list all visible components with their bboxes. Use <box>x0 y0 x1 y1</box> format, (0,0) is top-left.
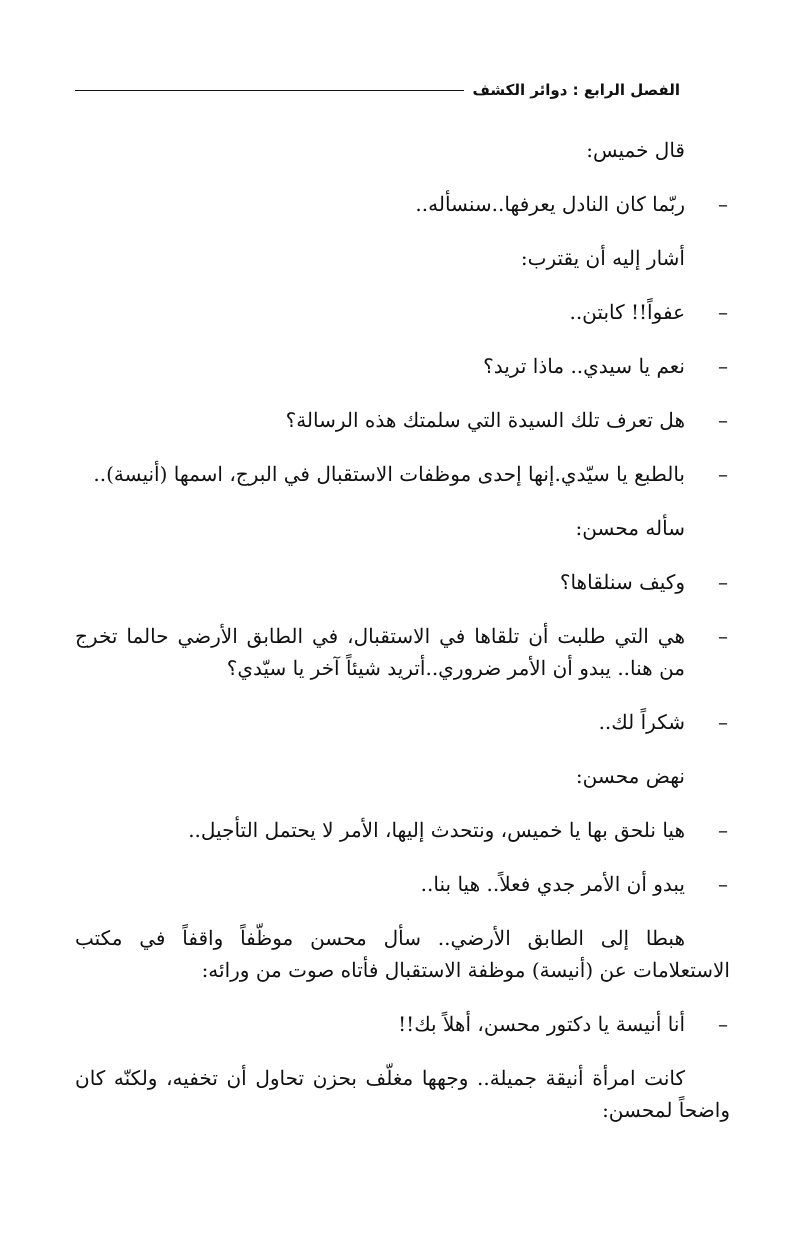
dialogue-dash: – <box>718 408 728 432</box>
dialogue-line <box>75 296 730 328</box>
dialogue-text: هيا نلحق بها يا خميس، ونتحدث إليها، الأمر لا يحتمل التأجيل.. <box>188 818 685 842</box>
dialogue-dash: – <box>718 710 728 734</box>
dialogue-dash: – <box>718 462 728 486</box>
narration-line: نهض محسن: <box>575 764 685 788</box>
narration-line: قال خميس: <box>586 138 685 162</box>
dialogue-line <box>75 188 730 220</box>
dialogue-dash: – <box>718 1012 728 1036</box>
narration-line: أشار إليه أن يقترب: <box>520 246 685 270</box>
dialogue-line <box>75 868 730 900</box>
dialogue-text: يبدو أن الأمر جدي فعلاً.. هيا بنا.. <box>420 872 685 896</box>
dialogue-text: أنا أنيسة يا دكتور محسن، أهلاً بك!! <box>398 1012 685 1036</box>
dialogue-line <box>75 814 730 846</box>
dialogue-dash: – <box>718 300 728 324</box>
running-header <box>75 78 680 102</box>
dialogue-dash: – <box>718 818 728 842</box>
dialogue-text: وكيف سنلقاها؟ <box>559 570 685 594</box>
narration-line: سأله محسن: <box>575 516 685 540</box>
dialogue-line <box>75 706 730 738</box>
chapter-title: الفصل الرابع : دوائر الكشف <box>472 81 680 99</box>
prose-paragraph: كانت امرأة أنيقة جميلة.. وجهها مغلّف بحزن تحاول أن تخفيه، ولكنّه كان واضحاً لمحسن: <box>75 1066 730 1122</box>
dialogue-line <box>75 350 730 382</box>
dialogue-text: شكراً لك.. <box>598 710 685 734</box>
dialogue-line <box>75 1008 730 1040</box>
dialogue-dash: – <box>718 354 728 378</box>
dialogue-line <box>75 404 730 436</box>
dialogue-text: نعم يا سيدي.. ماذا تريد؟ <box>483 354 685 378</box>
dialogue-text: عفواً!! كابتن.. <box>569 300 685 324</box>
body-text <box>75 134 730 1126</box>
dialogue-text: هي التي طلبت أن تلقاها في الاستقبال، في الطابق الأرضي حالما تخرج من هنا.. يبدو أن الأمر ضروري..أتريد شيئاً آخر يا سيّدي؟ <box>75 624 685 680</box>
dialogue-dash: – <box>718 624 728 648</box>
dialogue-dash: – <box>718 570 728 594</box>
dialogue-text: بالطبع يا سيّدي.إنها إحدى موظفات الاستقبال في البرج، اسمها (أنيسة).. <box>93 462 685 486</box>
dialogue-line <box>75 566 730 598</box>
dialogue-line <box>75 458 730 490</box>
prose-paragraph: هبطا إلى الطابق الأرضي.. سأل محسن موظّفاً واقفاً في مكتب الاستعلامات عن (أنيسة) موظفة الاستقبال فأتاه صوت من ورائه: <box>75 926 730 982</box>
dialogue-line <box>75 620 730 684</box>
dialogue-dash: – <box>718 192 728 216</box>
dialogue-text: ربّما كان النادل يعرفها..سنسأله.. <box>415 192 685 216</box>
header-rule <box>75 90 464 91</box>
dialogue-text: هل تعرف تلك السيدة التي سلمتك هذه الرسالة؟ <box>285 408 685 432</box>
dialogue-dash: – <box>718 872 728 896</box>
